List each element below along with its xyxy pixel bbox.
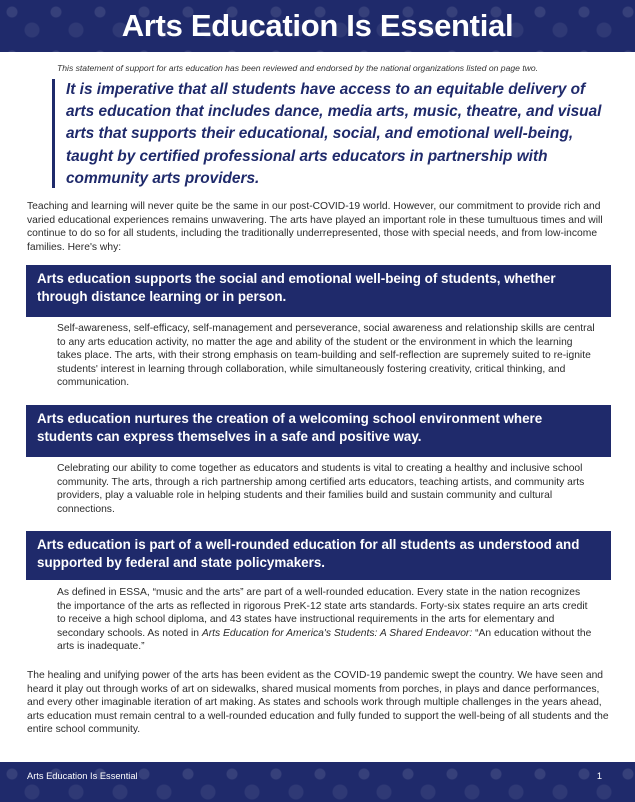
footer-bar (0, 762, 635, 802)
pull-quote-text: It is imperative that all students have access to an equitable delivery of arts education that includes dance, media arts, music, theatre, and visual arts that supports their educational, social, and emotional well-being, taught by certified professional arts educators in partnership with community arts providers. (66, 81, 602, 187)
section-heading-2: Arts education nurtures the creation of a welcoming school environment where students can express themselves in a safe and positive way. (26, 405, 611, 457)
closing-paragraph: The healing and unifying power of the arts has been evident as the COVID-19 pandemic swept the country. We have seen and heard it play out through works of art on sidewalks, shared musical moments from porches, in plays and dance performances, and every other imaginable iteration of art making. As states and schools work through multiple challenges in the years ahead, arts education must remain central to a well-rounded education and fully funded to support the well-being of all students and the entire school community. (27, 670, 609, 736)
section-heading-3: Arts education is part of a well-rounded education for all students as understood and supported by federal and state policymakers. (26, 531, 611, 580)
section-body-2: Celebrating our ability to come together as educators and students is vital to creating a healthy and inclusive school community. The arts, through a rich partnership among certified arts educators, teaching artists, and community arts providers, play a valuable role in helping students and their families build and sustain community and cultural connections. (57, 463, 585, 515)
pull-quote (52, 79, 610, 188)
report-title: Arts Education for America's Students: A Shared Endeavor: (201, 627, 473, 639)
section-body-3-text-b: “An education without the arts is inadequate.” (57, 627, 592, 653)
endorsement-note: This statement of support for arts education has been reviewed and endorsed by the national organizations listed on page two. (57, 63, 539, 73)
section-heading-1: Arts education supports the social and emotional well-being of students, whether through distance learning or in person. (26, 265, 611, 317)
section-body-3 (57, 586, 597, 654)
page-number: 1 (596, 771, 602, 781)
page-title: Arts Education Is Essential (121, 8, 514, 43)
footer-title: Arts Education Is Essential (27, 771, 138, 781)
section-body-3-text-a: As defined in ESSA, “music and the arts” are part of a well-rounded education. Every state in the nation recognizes the importance of the arts as reflected in rigorous PreK-12 state arts standards. Forty-six states require an arts credit to receive a high school diploma, and 43 states have instructional requirements in the arts for elementary and secondary schools. As noted in (57, 587, 588, 639)
intro-paragraph: Teaching and learning will never quite be the same in our post-COVID-19 world. However, our commitment to provide rich and varied educational experiences remains unwavering. The arts have played an important role in these tumultuous times and will continue to do so for all students, including the traditionally underrepresented, those with special needs, and from low-income families. Here's why: (27, 201, 603, 253)
section-body-1: Self-awareness, self-efficacy, self-management and perseverance, social awareness and relationship skills are central to any arts education activity, no matter the age and ability of the student or the environment in which the learning takes place. The arts, with their strong emphasis on team-building and self-reflection are supremely suited to re-ignite students' interest in learning through collaboration, while simultaneously fostering creativity, critical thinking, and communication. (57, 323, 595, 389)
header-banner (0, 0, 635, 52)
